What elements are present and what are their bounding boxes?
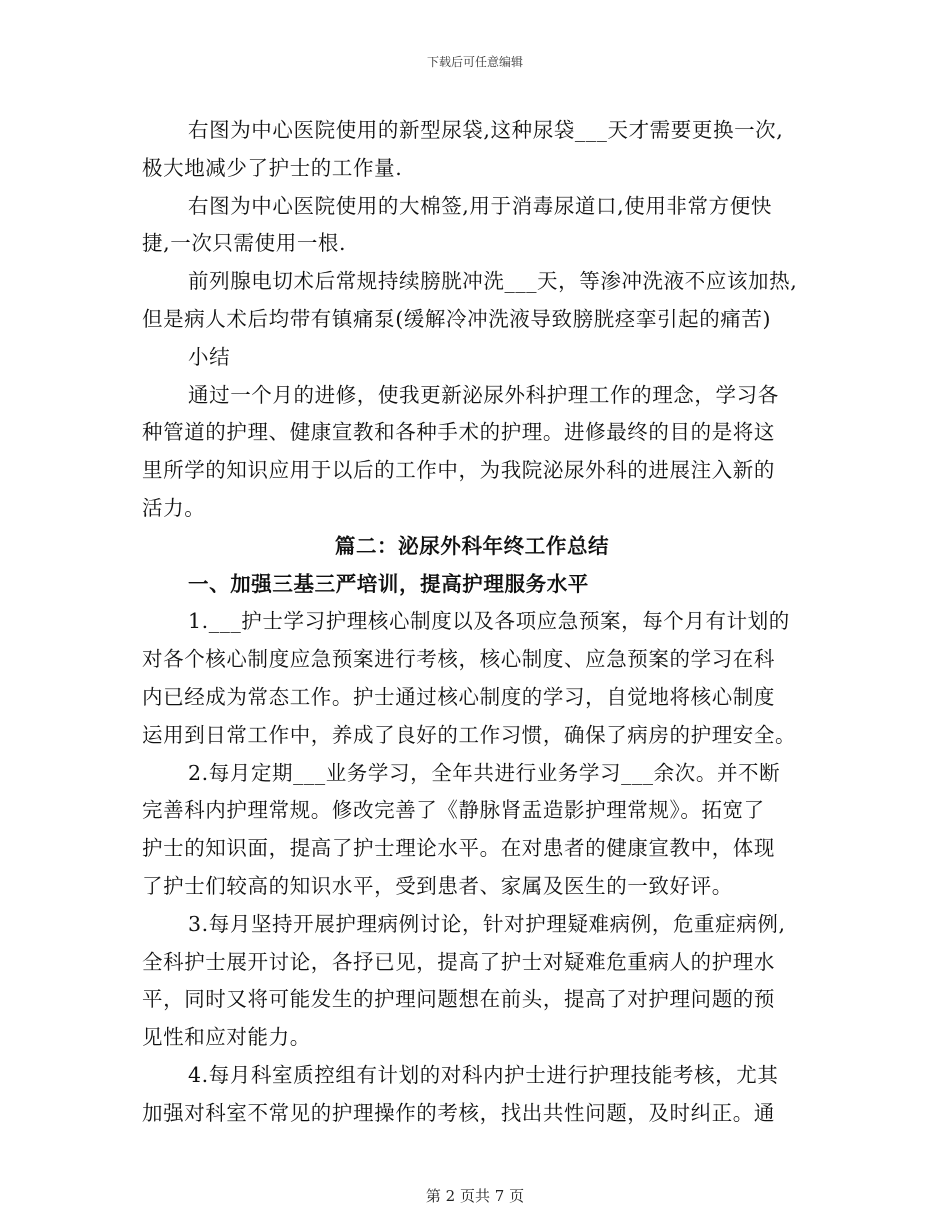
paragraph-line: 活力。 — [142, 495, 206, 520]
paragraph-line: 但是病人术后均带有镇痛泵(缓解冷冲洗液导致膀胱痉挛引起的痛苦) — [142, 306, 772, 331]
paragraph-line: 1.___护士学习护理核心制度以及各项应急预案，每个月有计划的 — [188, 609, 790, 634]
paragraph-line: 对各个核心制度应急预案进行考核，核心制度、应急预案的学习在科 — [142, 647, 775, 672]
paragraph-line: 完善科内护理常规。修改完善了《静脉肾盂造影护理常规》。拓宽了 — [142, 798, 765, 823]
paragraph-line: 种管道的护理、健康宣教和各种手术的护理。进修最终的目的是将这 — [142, 420, 775, 445]
paragraph-line: 右图为中心医院使用的新型尿袋,这种尿袋___天才需要更换一次, — [188, 118, 784, 142]
paragraph-line: 前列腺电切术后常规持续膀胱冲洗___天，等渗冲洗液不应该加热, — [188, 269, 798, 294]
paragraph-line: 加强对科室不常见的护理操作的考核，找出共性问题，及时纠正。通 — [142, 1100, 775, 1125]
paragraph-line: 右图为中心医院使用的大棉签,用于消毒尿道口,使用非常方便快 — [188, 193, 772, 218]
paragraph-line: 护士的知识面，提高了护士理论水平。在对患者的健康宣教中，体现 — [142, 836, 775, 861]
paragraph-line: 内已经成为常态工作。护士通过核心制度的学习，自觉地将核心制度 — [142, 684, 775, 709]
paragraph-line: 运用到日常工作中，养成了良好的工作习惯，确保了病房的护理安全。 — [142, 722, 797, 747]
section-heading: 一、加强三基三严培训，提高护理服务水平 — [188, 571, 589, 596]
paragraph-line: 见性和应对能力。 — [142, 1025, 311, 1050]
article-title: 篇二：泌尿外科年终工作总结 — [334, 533, 610, 558]
paragraph-line: 2.每月定期___业务学习，全年共进行业务学习___余次。并不断 — [188, 760, 781, 785]
section-label: 小结 — [188, 344, 231, 369]
paragraph-line: 里所学的知识应用于以后的工作中，为我院泌尿外科的进展注入新的 — [142, 458, 775, 483]
paragraph-line: 全科护士展开讨论，各抒已见，提高了护士对疑难危重病人的护理水 — [142, 949, 775, 974]
page-header: 下载后可任意编辑 — [426, 55, 523, 69]
paragraph-line: 4.每月科室质控组有计划的对科内护士进行护理技能考核，尤其 — [188, 1062, 779, 1087]
page-footer: 第 2 页共 7 页 — [425, 1187, 525, 1205]
paragraph-line: 极大地减少了护士的工作量. — [142, 155, 403, 180]
document-body — [142, 112, 802, 1133]
paragraph-line: 3.每月坚持开展护理病例讨论，针对护理疑难病例，危重症病例, — [188, 911, 786, 936]
paragraph-line: 通过一个月的进修，使我更新泌尿外科护理工作的理念，学习各 — [188, 382, 779, 407]
paragraph-line: 平，同时又将可能发生的护理问题想在前头，提高了对护理问题的预 — [142, 987, 775, 1012]
paragraph-line: 捷,一次只需使用一根. — [142, 231, 347, 256]
paragraph-line: 了护士们较高的知识水平，受到患者、家属及医生的一致好评。 — [142, 873, 733, 898]
